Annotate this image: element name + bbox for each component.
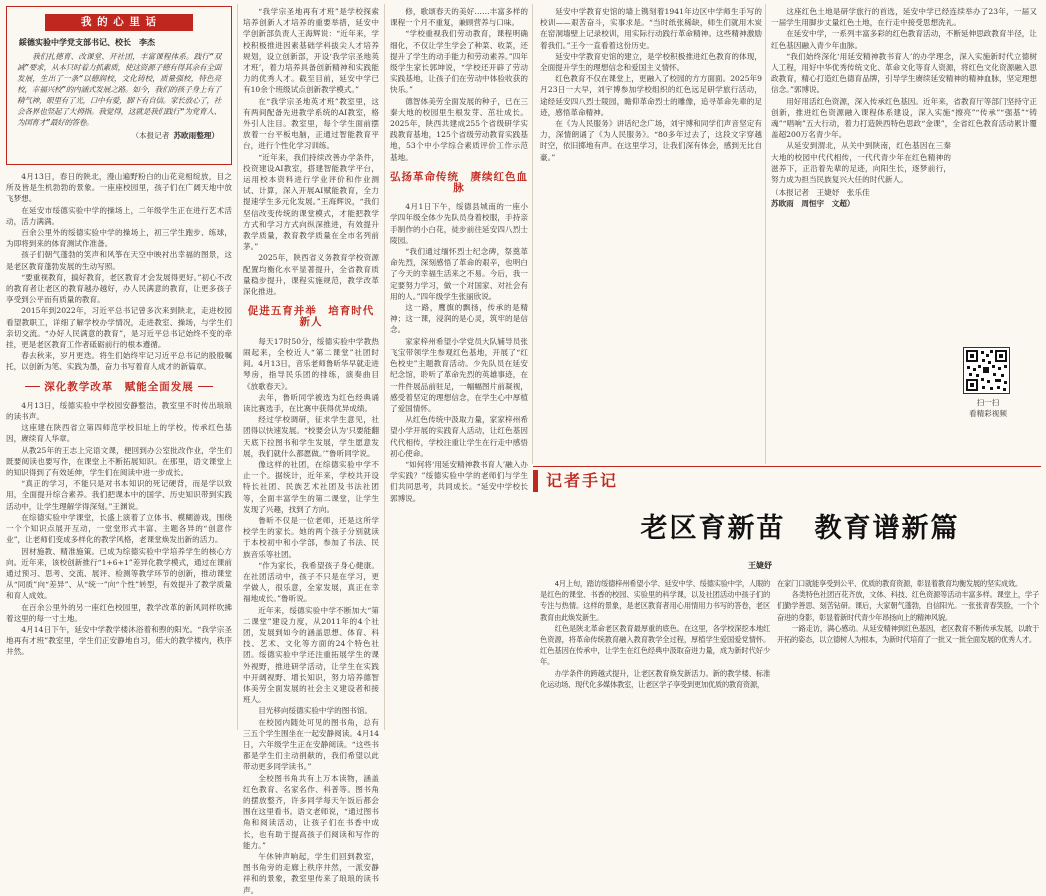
column-divider [384, 4, 385, 730]
article-column-2 [243, 6, 379, 895]
qr-caption-line-2: 看精彩视频 [969, 409, 1007, 418]
paragraph: 延安中学教育史馆的建立，是学校积极推进红色教育的体现，全面提升学生的理想信念和爱国主义情怀。 [540, 51, 762, 73]
qr-code-graphic [964, 348, 1009, 393]
paragraph: 全校图书角共有上万本读物，涵盖红色教育、名家名作、科普等。图书角的摆放整齐，许多同学每天午饭后都会围在这里看书。语文老师说，“通过图书角和阅读活动，让孩子们在书香中成长，也有助于提高孩子们阅读和写作的能力。” [243, 773, 379, 850]
paragraph: 像这样的社团，在综德实验中学不止一个。据统计，近年来，学校共开设特长社团、民族艺术社团及书法社团等，全面丰富学生的第二课堂，让学生发现了兴趣，找到了方向。 [243, 459, 379, 514]
heart-words-title: 我 的 心 里 话 [45, 14, 193, 31]
paragraph: 因材施教、精准施策。已成为综德实验中学培养学生的核心方向。近年来，该校创新推行“1+6+1”差异化教学模式，通过在课前通过预习、思考、交流、展评、检测等教学环节的创新，推动课堂从“同质”向“差异”、从“统一”向“个性”转型，有效提升了教学质量和育人成效。 [6, 546, 232, 601]
paragraph: 这一路，鹰旗的飘扬，传承的是精神；这一课，浸润的是心灵，筑牢的是信念。 [390, 303, 528, 335]
paragraph: 4月13日，春日的陕北，漫山遍野粉白的山花竞相绽放，目之所及皆是生机勃勃的景象。一座座校园里，孩子们在广阔天地中放飞梦想。 [6, 172, 232, 204]
qr-code-icon[interactable] [963, 347, 1010, 394]
paragraph: “要重视教育，搞好教育，老区教育才会发展得更好。”初心不改的教育者让老区的教育越办越好，办人民满意的教育，让更多孩子享受到公平而有质量的教育。 [6, 272, 232, 305]
qr-caption-line-1: 扫一扫 [976, 398, 1000, 407]
paragraph: “我学宗圣地再有才班”是学校探索培养创新人才培养的重要举措，延安中学创新部负责人王海辉说：“近年来，学校积极推进因素基础学科拔尖人才培养规划，设立创新部，开设‘我学宗圣地英才班’，着力培养具备创新精神和实践能力的优秀人才。截至目前，延安中学已有10余个班级试点创新教学模式。” [243, 7, 379, 95]
article-column-1 [6, 171, 232, 731]
paragraph: 4月1日下午，绥德县城南的一座小学四年级全体少先队员身着校服，手持亲手制作的小白花，徒步前往延安四八烈士陵园。 [390, 202, 528, 245]
paragraph: 在“我学宗圣地英才班”教室里，这有两间配备先进教学系统的AI教室，格外引人注目。教室里，每个学生面前摆放着一台平板电脑，正通过智能教育平台，进行个性化学习训练。 [243, 96, 379, 151]
reporter-notes-title: 老区育新苗 教育谱新篇 [640, 513, 960, 544]
heart-words-body: 我们扎德育、改课堂、开社团，丰富课程体系。践行“双减”要求，从本只时着力抓素质，使这资源子德有得其余有全面发展，生出了一条“以德润校，文化铸校，质量强校，特色亮校，幸福兴校”的内涵式发展之路。如今，我们的孩子身上有了精气神，眼里有了光，口中有爱，脚下有自信。家长放心了，社会各界也竖起了大拇指。我觉得，这就是我们践行“为党育人、为国育才”最好的答卷。 [17, 52, 221, 127]
paragraph: 办学条件的跨越式提升，让老区教育焕发新活力。新的教学楼、标准化运动场、现代化多媒体教室，让老区学子享受到更加优质的教育资源， [540, 668, 770, 689]
credit-line-1: （本报记者 王婕妤 张乐佳 [771, 188, 870, 198]
paragraph: 在《为人民服务》讲话纪念广场，刘宇博和同学们声音坚定有力，深情朗诵了《为人民服务》。“80多年过去了，这段文字穿越时空，依旧掷地有声。在这里学习，让我们深有体会，感到无比自豪。” [540, 119, 762, 162]
paragraph: 在百余公里外的另一座红色校园里，教学改革的新风同样吹拂着这里的每一寸土地。 [6, 602, 232, 623]
reporters-credit [771, 187, 951, 209]
paragraph: 从红色传统中汲取力量，家家梓州希望小学开展的实践育人活动，让红色基因代代相传，学校注重让学生在行走中感悟初心使命。 [390, 415, 528, 458]
column-divider [237, 4, 238, 730]
paragraph: 鲁昕不仅是一位老师，还是这所学校学生的家长。她的两个孩子分别就读于本校初中和小学部，参加了书法、民族音乐等社团。 [243, 515, 379, 559]
paragraph: “学校重视我们劳动教育，课程明确细化，不仅让学生学会了种菜、收菜，还提升了学生的动手能力和劳动素养。”四年级学生家长郭坤说，“学校还开辟了劳动实践基地，让孩子们在劳动中体验收获的快乐。” [390, 29, 528, 95]
paragraph: 家家梓州希望小学党员大队辅导员张飞宝带领学生参观红色基地，开展了“红色校史”主题教育活动。少先队员在延安纪念馆，聆听了革命先烈的英雄事迹，在一件件展品前驻足，一幅幅图片前凝视，感受着坚定的理想信念，在学生心中厚植了爱国情怀。 [390, 336, 528, 413]
paragraph: 从教25年的王志上完语文课，便回到办公室批改作业，学生们既要阅读也要写作，在课堂上不断拓展知识。在那里，语文课堂上的知识得到了有效延伸，学生们在阅读中进一步成长。 [6, 445, 232, 478]
column-divider [532, 4, 533, 464]
paragraph: 这座红色土地是研学旅行的首选，延安中学已经连续举办了23年，一届又一届学生用脚步丈量红色土地，在行走中接受思想洗礼。 [771, 7, 1037, 28]
section-subtitle [6, 382, 232, 393]
section-subtitle [243, 306, 379, 328]
paragraph: 红色教育不仅在课堂上，更融入了校园的方方面面。2025年9月23日一大早，刘宇博参加学校组织的红色远足研学旅行活动，途经延安四八烈士陵园，瞻仰革命烈士的雕像，追寻革命先辈的足迹，感悟革命精神。 [540, 74, 762, 117]
paragraph: 2015年到2022年，习近平总书记曾多次来到陕北，走进校园看望教职工，详细了解学校办学情况，走进教室、操场，与学生们亲切交流。“办好人民满意的教育”，是习近平总书记始终不变的牵挂，更是老区教育工作者砥砺前行的根本遵循。 [6, 306, 232, 350]
reporter-notes-header [533, 466, 1041, 493]
paragraph: 目光移向绥德实验中学的图书馆。 [258, 706, 373, 716]
paragraph: 每天17时50分，绥德实验中学教热闹起来，全校近人“第二课堂”社团时间。4月13日，音乐老师鲁昕华早就走进琴房，指导民乐团的排练，演奏曲目《放歌春天》。 [243, 336, 379, 391]
paragraph: 红色是陕北革命老区教育最厚重的底色。在这里，各学校深挖本地红色资源，将革命传统教育融入教育教学全过程，厚植学生爱国爱党情怀。红色基因在传承中，让学生在红色经典中汲取奋进力量，成为新时代好少年。 [540, 623, 770, 667]
heart-words-credit [7, 130, 219, 141]
paragraph: 修，歌颂春天的美好……丰富多样的课程一个月不重复，兼顾营养与口味。 [390, 7, 528, 28]
article-column-4 [540, 6, 762, 462]
reporter-notes-author: 王婕妤 [748, 561, 772, 570]
article-column-3 [390, 6, 528, 731]
subtitle-text: 弘扬革命传统 赓续红色血脉 [390, 170, 528, 195]
paragraph: 百余公里外的绥德实验中学的操场上，初三学生跑步、练球，为即将到来的体育测试作准备。 [6, 228, 232, 249]
paragraph: 在延安中学，一系列丰富多彩的红色教育活动，不断延伸思政教育半径，让红色基因融入青少年血脉。 [771, 29, 1037, 50]
column-divider [765, 4, 766, 464]
paragraph: 在校园内随处可见的图书角，总有三五个学生围坐在一起安静阅读。4月14日，六年级学生正在安静阅读。“这些书都是学生们主动捐献的，我们希望以此带动更多同学读书。” [243, 717, 379, 772]
subtitle-text: 深化教学改革 赋能全面发展 [44, 380, 194, 393]
paragraph: 4月上旬，踏访绥德梓州希望小学、延安中学、绥德实验中学，人眼的是红色的课堂、书香的校园、实验里的科学课，以及社团活动中孩子们的专注与热情。这样的景象，是老区教育者用心用情用力书写的答卷，老区教育由此焕发新生。 [540, 579, 770, 622]
paragraph: 在家门口就能享受到公平、优质的教育资源，彰显着教育均衡发展的坚实成效。 [777, 579, 1022, 588]
paragraph: 从延安到渭北，从关中到陕南，红色基因在三秦大地的校园中代代相传，一代代青少年在红色精神的滋养下，正沿着先辈的足迹，向阳生长，逐梦前行，努力成为担当民族复兴大任的时代新人。 [771, 141, 951, 185]
subtitle-text: 促进五育并举 培育时代新人 [247, 305, 375, 329]
paragraph: “近年来，我们持续改善办学条件，投资建设AI教室，搭建智能教学平台，运用校本资料进行学业评价和作业测试、计算，深入开展AI赋能教育，全力提速学生多元化发展。”王海辉说，“我们坚信改变传统的课堂模式，才能把教学方式和学习方式向纵深推进，有效提升教学质量，教育教学质量在全市名列前茅。” [243, 152, 379, 252]
paragraph: 4月14日下午，延安中学教学楼沐浴着和煦的阳光。“我学宗圣地再有才班”教室里，学生们正安静地自习，偌大的教学楼内，秩序井然。 [6, 624, 232, 657]
paragraph: 2025年，陕西省义务教育学校资源配置均衡化水平显著提升，全省教育质量稳步提升，课程实施规范，教学改革深化推进。 [243, 253, 379, 297]
section-subtitle [390, 172, 528, 194]
paragraph: “如何将‘用延安精神教书育人’融入办学实践？”绥德实验中学的老师们与学生们共同思考，共同成长。“延安中学校长郭博说。 [390, 459, 528, 503]
paragraph: 各类特色社团百花齐放，文体、科技、红色资源等活动丰富多样。课堂上，学子们勤学善思、刻苦钻研。课后，大家朝气蓬勃，自信阳光。一张张青春笑脸，一个个奋进的身影，彰显着新时代青少年昂扬向上的精神风貌。 [777, 590, 1039, 622]
paragraph: “我们始终深化‘用延安精神教书育人’的办学理念，深入实施新时代立德树人工程，用好中华优秀传统文化、革命文化等育人资源，将红色文化资源融入思政教育，精心打造红色德育品牌，引导学生赓续延安精神的精神血脉，坚定理想信念。”郭博说。 [771, 51, 1037, 95]
paragraph: “我们通过缅怀烈士纪念碑，祭奠革命先烈，深刻感悟了革命的艰辛，也明白了今天的幸福生活来之不易。今后，我一定要努力学习，做一个对国家、对社会有用的人。”四年级学生张丽欣说。 [390, 247, 528, 301]
heart-words-box [6, 6, 232, 165]
paragraph: 在延安市绥德实验中学的操场上，二年级学生正在进行艺术活动，活力满满。 [6, 205, 232, 226]
reporter-notes-tag: 记者手记 [533, 470, 656, 492]
heart-words-author: 綏德实验中学党支部书记、校长 李杰 [19, 38, 155, 47]
paragraph: 德智体美劳全面发展的种子，已在三秦大地的校园里生根发芽、茁壮成长。2025年，陕西共建成255个省级研学实践教育基地，125个省级劳动教育实践基地，53个中小学综合素质评价工作示范基地。 [390, 96, 528, 162]
paragraph: 用好用活红色资源，深入传承红色基因。近年来，省教育厅等部门坚持守正创新，推进红色资源融入课程体系建设，深入实施“擦亮”“传承”“强基”“铸魂”“唱响”五大行动，着力打造陕西特色思政“金课”，全省红色教育活动累计覆盖超200万名青少年。 [771, 96, 1037, 140]
paragraph: 经过学校调研，征求学生意见，社团得以快速发展。“校要会认为‘只要能翻天底下拉图书和学生发展，学生愿意发展，我们就什么都愿做。’”鲁昕同学说。 [243, 415, 379, 458]
paragraph: 延安中学教育史馆的墙上镌刻着1941年边区中学师生手写的校训——艰苦奋斗，实事求是。“当时纸张稀缺，师生们就用木炭在窑洞墙壁上记录校训，用实际行动践行革命精神。这些精神激励着我们。”王今一直看着这份历史。 [540, 7, 762, 50]
paragraph: 在综德实验中学课堂，长盛上演着了立体书、模糊游戏，围绕一个个知识点展开互动，一堂堂形式丰富、主题各异的“创意作业”，让老师们变成多样化的教学风格，老课堂焕发出新的活力。 [6, 512, 232, 545]
credit-prefix: （本报记者 [131, 131, 170, 140]
reporter-notes-column-2 [777, 578, 1039, 731]
paragraph: “真正的学习，不能只是对书本知识的死记硬背，而是学以致用，全面提升综合素养。我们把课本中的国学、历史知识带到实践活动中，让学生理解学得深刻。”王渊说。 [6, 479, 232, 511]
paragraph: 午休钟声响起，学生们回到教室，图书角旁的走廊上秩序井然，一派安静祥和的景象，教室里传来了琅琅的读书声。 [243, 852, 379, 895]
paragraph: 孩子们朝气蓬勃的笑声和风筝在天空中映衬出幸福的图景，这是老区教育蓬勃发展的生动写照。 [6, 250, 232, 271]
qr-caption [958, 397, 1018, 419]
paragraph: 一路走访，满心感动。从延安精神到红色基因，老区教育不断传承发展，以敢于开拓的姿态，以立德树人为根本，为新时代培育了一批又一批全面发展的优秀人才。 [777, 623, 1039, 645]
paragraph: 春去秋来，岁月更迭。将生们始终牢记习近平总书记的殷殷嘱托，以创新为笔、实践为墨，奋力书写着育人成才的新篇章。 [6, 351, 232, 372]
paragraph: 近年来，绥德实验中学不断加大“第二课堂”建设力度，从2011年的4个社团，发展到如今的涵盖思想、体育、科技、艺术、文化等方面的24个特色社团。绥德实验中学还注重拓展学生的课外视野，推进研学活动，让学生在实践中开阔视野、增长知识，努力培养德智体美劳全面发展的社会主义建设者和接班人。 [243, 605, 379, 705]
credit-name: 苏欧雨整理） [173, 131, 219, 140]
paragraph: 4月13日，绥德实验中学校园安静整洁，教室里不时传出琅琅的读书声。 [6, 400, 232, 422]
paragraph: 这座建在陕西省立第四师范学校旧址上的学校，传承红色基因，赓续育人华章。 [6, 423, 232, 444]
paragraph: 去年，鲁昕同学被选为红色经典诵读比赛选手，在比赛中获得优异成绩。 [243, 392, 379, 413]
credit-line-2: 苏欧雨 周恒宇 文超） [771, 199, 855, 209]
reporter-notes-column-1 [540, 578, 770, 731]
paragraph: “作为家长，我希望孩子身心健康。在社团活动中，孩子不只是在学习，更学做人，很乐意，全家发展，真正在幸福地成长。”鲁昕说。 [243, 560, 379, 604]
